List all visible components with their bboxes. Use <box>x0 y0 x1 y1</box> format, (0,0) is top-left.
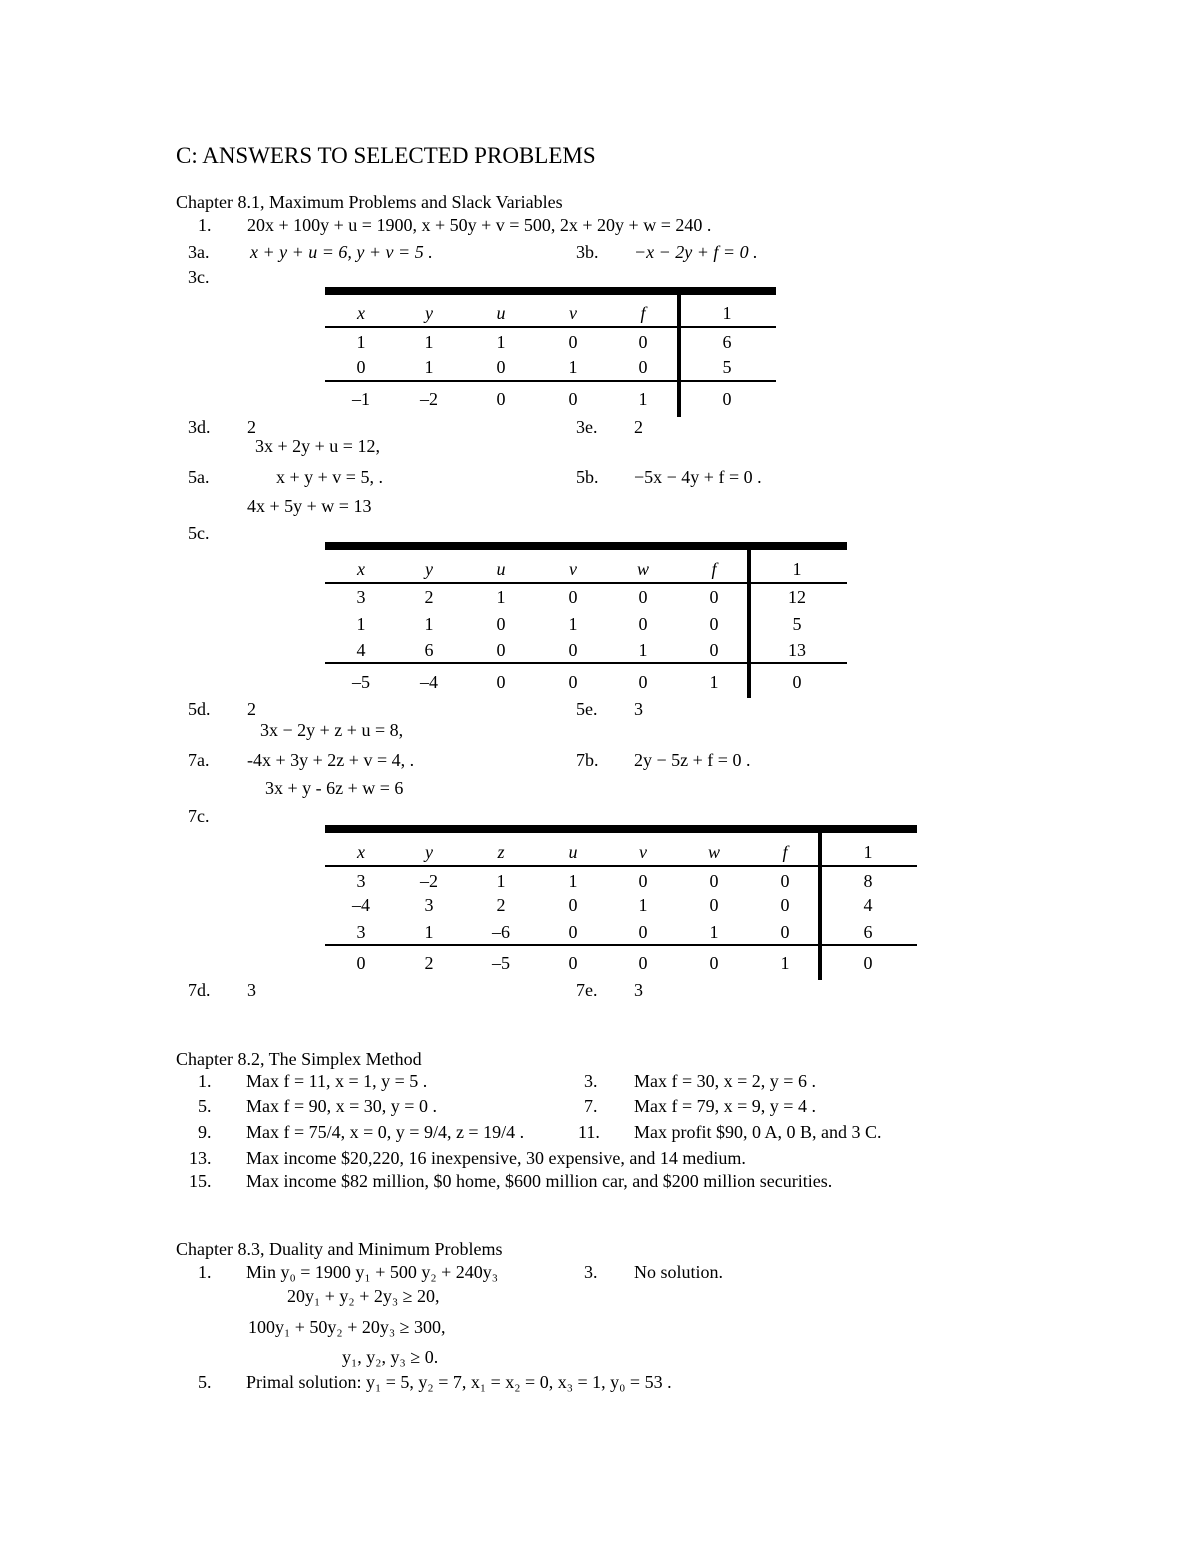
tableau-cell: 3 <box>356 922 366 942</box>
tableau-cell: 6 <box>722 332 732 352</box>
tableau-cell: 0 <box>709 640 719 660</box>
tableau-header-cell: 1 <box>722 303 732 323</box>
tableau-header-cell: y <box>425 559 433 579</box>
tableau-cell: 1 <box>356 332 366 352</box>
tableau-objective-cell: –5 <box>352 672 370 692</box>
tableau-cell: 0 <box>638 871 648 891</box>
tableau-cell: 0 <box>638 357 648 377</box>
answer-text: No solution. <box>634 1262 724 1282</box>
tableau-header-cell: u <box>496 303 506 323</box>
tableau-cell: 2 <box>424 587 434 607</box>
tableau-objective-cell: –2 <box>420 389 438 409</box>
tableau-cell: 1 <box>568 357 578 377</box>
tableau-cell: 0 <box>709 587 719 607</box>
problem-number: 11. <box>578 1122 600 1142</box>
tableau-cell: 1 <box>496 871 506 891</box>
problem-number: 3e. <box>576 417 598 437</box>
answer-text: −x − 2y + f = 0 . <box>634 242 758 262</box>
tableau-header-cell: y <box>425 303 433 323</box>
tableau-cell: 0 <box>638 922 648 942</box>
tableau-cell: 0 <box>568 895 578 915</box>
problem-number: 7. <box>584 1096 598 1116</box>
tableau-cell: 0 <box>568 332 578 352</box>
tableau-cell: 0 <box>638 587 648 607</box>
tableau-cell: 1 <box>568 871 578 891</box>
problem-number: 5e. <box>576 699 598 719</box>
answer-text: 2 <box>247 417 256 437</box>
problem-number: 3b. <box>576 242 599 262</box>
tableau-cell: 0 <box>780 922 790 942</box>
tableau-objective-cell: 1 <box>780 953 790 973</box>
tableau-header-cell: v <box>639 842 647 862</box>
problem-number: 3. <box>584 1262 598 1282</box>
problem-number: 5. <box>198 1096 212 1116</box>
tableau-objective-cell: –5 <box>492 953 510 973</box>
answer-text: Max f = 11, x = 1, y = 5 . <box>246 1071 428 1091</box>
problem-number: 1. <box>198 1071 212 1091</box>
tableau-cell: 3 <box>424 895 434 915</box>
problem-number: 7c. <box>188 806 210 826</box>
tableau-cell: 2 <box>496 895 506 915</box>
answer-text: Max income $82 million, $0 home, $600 million car, and $200 million securities. <box>246 1171 833 1191</box>
tableau-cell: 1 <box>638 640 648 660</box>
answer-text: 3x + y - 6z + w = 6 <box>265 778 404 798</box>
tableau-objective-cell: 0 <box>568 389 578 409</box>
tableau-cell: 1 <box>424 357 434 377</box>
tableau-header-cell: w <box>707 842 720 862</box>
answer-text: −5x − 4y + f = 0 . <box>634 467 762 487</box>
answer-text: Max profit $90, 0 A, 0 B, and 3 C. <box>634 1122 882 1142</box>
tableau-cell: 0 <box>709 871 719 891</box>
tableau-header-cell: 1 <box>792 559 802 579</box>
tableau-header-cell: u <box>496 559 506 579</box>
problem-number: 13. <box>189 1148 212 1168</box>
answer-text: 2 <box>247 699 256 719</box>
problem-number: 5d. <box>188 699 211 719</box>
answer-text: 20x + 100y + u = 1900, x + 50y + v = 500, 2x + 20y + w = 240 . <box>247 215 712 235</box>
tableau-cell: 13 <box>788 640 806 660</box>
problem-number: 5. <box>198 1372 212 1392</box>
answer-text: Primal solution: y₁ = 5, y₂ = 7, x₁ = x₂ = 0, x₃ = 1, y₀ = 53 . <box>246 1372 672 1392</box>
answer-text: -4x + 3y + 2z + v = 4, . <box>247 750 415 770</box>
problem-number: 7a. <box>188 750 210 770</box>
problem-number: 7d. <box>188 980 211 1000</box>
page-title: C: ANSWERS TO SELECTED PROBLEMS <box>176 143 596 168</box>
problem-number: 3d. <box>188 417 211 437</box>
problem-number: 5c. <box>188 523 210 543</box>
chapter-8-1-heading: Chapter 8.1, Maximum Problems and Slack Variables <box>176 192 563 212</box>
tableau-cell: 6 <box>424 640 434 660</box>
problem-number: 3a. <box>188 242 210 262</box>
tableau-objective-cell: 0 <box>496 389 506 409</box>
tableau-7c <box>325 825 917 980</box>
answer-text: 3 <box>634 980 643 1000</box>
problem-number: 15. <box>189 1171 212 1191</box>
answer-text: Max f = 90, x = 30, y = 0 . <box>246 1096 437 1116</box>
answer-text: 2y − 5z + f = 0 . <box>634 750 751 770</box>
answer-text: Max f = 75/4, x = 0, y = 9/4, z = 19/4 . <box>246 1122 525 1142</box>
chapter-8-3-heading: Chapter 8.3, Duality and Minimum Problems <box>176 1239 503 1259</box>
answer-text: 2 <box>634 417 643 437</box>
tableau-cell: 0 <box>638 332 648 352</box>
problem-number: 7b. <box>576 750 599 770</box>
tableau-cell: 5 <box>792 614 802 634</box>
tableau-objective-cell: 1 <box>709 672 719 692</box>
constraint-text: 20y₁ + y₂ + 2y₃ ≥ 20, <box>287 1286 440 1306</box>
tableau-cell: 1 <box>568 614 578 634</box>
tableau-header-cell: f <box>782 842 788 862</box>
tableau-objective-cell: 1 <box>638 389 648 409</box>
tableau-objective-cell: –1 <box>352 389 370 409</box>
tableau-cell: 6 <box>863 922 873 942</box>
tableau-objective-cell: –4 <box>420 672 438 692</box>
tableau-cell: –6 <box>492 922 510 942</box>
tableau-cell: 0 <box>496 357 506 377</box>
answer-text: 3x − 2y + z + u = 8, <box>260 720 404 740</box>
problem-number: 7e. <box>576 980 598 1000</box>
tableau-cell: 0 <box>780 871 790 891</box>
problem-number: 1. <box>198 215 212 235</box>
tableau-header-cell: x <box>357 559 365 579</box>
tableau-cell: 1 <box>356 614 366 634</box>
tableau-cell: 4 <box>356 640 366 660</box>
answer-text: Max income $20,220, 16 inexpensive, 30 expensive, and 14 medium. <box>246 1148 746 1168</box>
tableau-cell: 0 <box>568 640 578 660</box>
tableau-header-cell: u <box>568 842 578 862</box>
tableau-header-cell: x <box>357 842 365 862</box>
problem-number: 5b. <box>576 467 599 487</box>
tableau-cell: 8 <box>863 871 873 891</box>
answer-text: 3 <box>634 699 643 719</box>
tableau-cell: 3 <box>356 587 366 607</box>
problem-number: 1. <box>198 1262 212 1282</box>
answer-text: Min y₀ = 1900 y₁ + 500 y₂ + 240y₃ <box>246 1262 499 1282</box>
chapter-8-2-heading: Chapter 8.2, The Simplex Method <box>176 1049 422 1069</box>
tableau-cell: 3 <box>356 871 366 891</box>
tableau-objective-cell: 2 <box>424 953 434 973</box>
problem-number: 3. <box>584 1071 598 1091</box>
tableau-objective-cell: 0 <box>568 672 578 692</box>
tableau-cell: 0 <box>709 614 719 634</box>
tableau-header-cell: f <box>711 559 717 579</box>
tableau-cell: 4 <box>863 895 873 915</box>
tableau-cell: 5 <box>722 357 732 377</box>
answer-text: 4x + 5y + w = 13 <box>247 496 372 516</box>
answer-text: 3x + 2y + u = 12, <box>255 436 380 456</box>
constraint-text: y₁, y₂, y₃ ≥ 0. <box>342 1347 439 1367</box>
problem-number: 5a. <box>188 467 210 487</box>
tableau-cell: 0 <box>709 895 719 915</box>
tableau-header-cell: 1 <box>863 842 873 862</box>
answer-text: Max f = 30, x = 2, y = 6 . <box>634 1071 816 1091</box>
tableau-cell: 12 <box>788 587 806 607</box>
answer-text: 3 <box>247 980 256 1000</box>
tableau-objective-cell: 0 <box>568 953 578 973</box>
tableau-cell: –4 <box>352 895 370 915</box>
tableau-header-cell: f <box>640 303 646 323</box>
tableau-header-cell: z <box>497 842 505 862</box>
tableau-header-cell: x <box>357 303 365 323</box>
tableau-objective-cell: 0 <box>638 953 648 973</box>
tableau-header-cell: v <box>569 303 577 323</box>
tableau-header-cell: v <box>569 559 577 579</box>
tableau-cell: 0 <box>496 640 506 660</box>
answer-text: x + y + u = 6, y + v = 5 . <box>250 242 433 262</box>
tableau-cell: 1 <box>424 332 434 352</box>
tableau-header-cell: y <box>425 842 433 862</box>
tableau-cell: 1 <box>424 922 434 942</box>
tableau-cell: 0 <box>568 587 578 607</box>
tableau-cell: 1 <box>496 587 506 607</box>
tableau-cell: 0 <box>780 895 790 915</box>
tableau-cell: 0 <box>356 357 366 377</box>
tableau-5c <box>325 542 847 698</box>
constraint-text: 100y₁ + 50y₂ + 20y₃ ≥ 300, <box>248 1317 446 1337</box>
tableau-cell: 1 <box>709 922 719 942</box>
problem-number: 3c. <box>188 267 210 287</box>
answer-text: x + y + v = 5, . <box>276 467 383 487</box>
tableau-objective-cell: 0 <box>722 389 732 409</box>
tableau-objective-cell: 0 <box>638 672 648 692</box>
tableau-objective-cell: 0 <box>792 672 802 692</box>
tableau-objective-cell: 0 <box>496 672 506 692</box>
tableau-objective-cell: 0 <box>356 953 366 973</box>
tableau-objective-cell: 0 <box>863 953 873 973</box>
tableau-objective-cell: 0 <box>709 953 719 973</box>
tableau-cell: –2 <box>420 871 438 891</box>
tableau-cell: 0 <box>638 614 648 634</box>
tableau-cell: 0 <box>568 922 578 942</box>
tableau-3c <box>325 287 776 417</box>
tableau-header-cell: w <box>636 559 649 579</box>
tableau-cell: 1 <box>638 895 648 915</box>
tableau-cell: 1 <box>424 614 434 634</box>
problem-number: 9. <box>198 1122 212 1142</box>
answer-text: Max f = 79, x = 9, y = 4 . <box>634 1096 816 1116</box>
tableau-cell: 1 <box>496 332 506 352</box>
tableau-cell: 0 <box>496 614 506 634</box>
